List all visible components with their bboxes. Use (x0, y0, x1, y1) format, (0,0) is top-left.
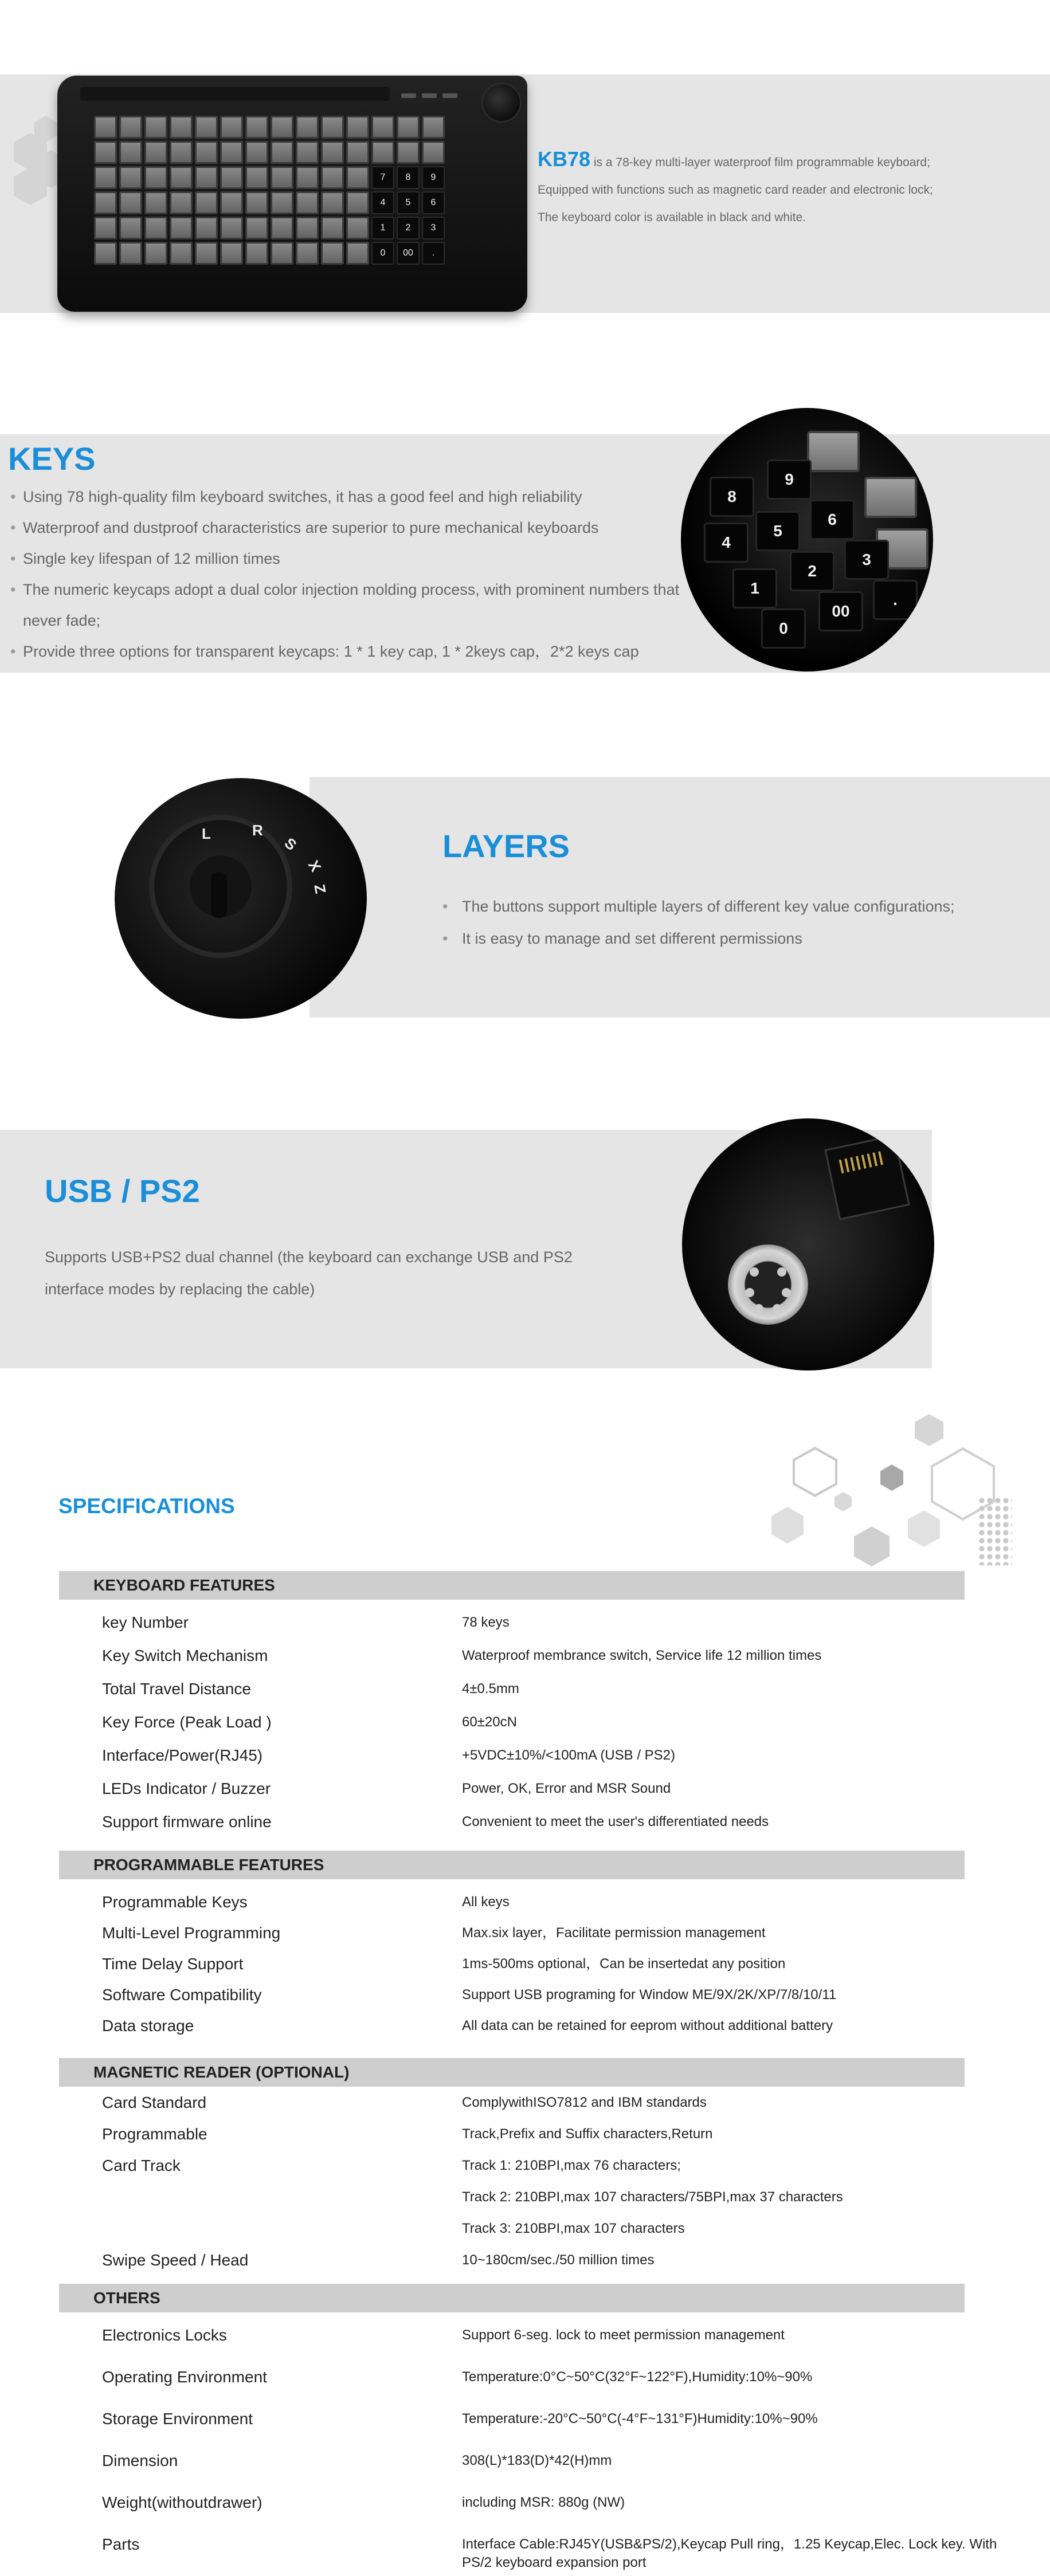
keycap (296, 141, 319, 164)
numeric-keycap: 7 (371, 166, 394, 189)
keycap (296, 217, 319, 239)
keycap (271, 217, 293, 239)
keycap (371, 141, 394, 164)
keycap (94, 217, 117, 239)
knob-letter: S (281, 834, 300, 854)
hero-line-2: Equipped with functions such as magnetic card reader and electronic lock; (538, 183, 933, 197)
spec-key: Data storage (102, 2017, 194, 2035)
keycap (119, 242, 142, 265)
layers-title: LAYERS (442, 828, 570, 864)
spec-key: Dimension (102, 2452, 178, 2469)
spec-key: Software Compatibility (102, 1986, 262, 2004)
keycap (195, 217, 218, 239)
spec-value: All data can be retained for eeprom without additional battery (462, 2018, 833, 2033)
spec-key: Interface/Power(RJ45) (102, 1746, 263, 1764)
keycap (220, 191, 243, 214)
hero-line-1: is a 78-key multi-layer waterproof film programmable keyboard; (590, 156, 930, 169)
key-lock-knob (481, 83, 522, 123)
spec-value: Waterproof membrance switch, Service life 12 million times (462, 1648, 822, 1663)
spec-value: Temperature:0°C~50°C(32°F~122°F),Humidity:10%~90% (462, 2369, 813, 2385)
numeric-keycap: 1 (732, 568, 777, 608)
knob-letter: R (252, 822, 263, 839)
numeric-keycap: 1 (371, 217, 394, 239)
keycap (119, 217, 142, 239)
keycap (170, 141, 193, 164)
grey-keycap (864, 477, 917, 518)
card-reader-slot (80, 87, 390, 101)
spec-key: Operating Environment (102, 2368, 267, 2386)
keycap (220, 116, 243, 139)
numeric-keycap: 3 (844, 540, 889, 580)
numeric-keycap: 8 (710, 477, 754, 517)
keys-feature-item: • Single key lifespan of 12 million times (10, 543, 692, 574)
layers-feature-item: • It is easy to manage and set different permissions (442, 922, 1044, 955)
keycap (296, 242, 319, 265)
spec-section-heading: KEYBOARD FEATURES (59, 1571, 965, 1600)
hexagon-decoration (771, 1507, 804, 1544)
keycap (346, 166, 369, 189)
lock-key-slot (211, 872, 227, 918)
keycap (220, 217, 243, 239)
keycap (119, 191, 142, 214)
numeric-keycap: 8 (397, 166, 420, 189)
keycap (321, 116, 344, 139)
keycap (245, 166, 268, 189)
spec-key: Programmable (102, 2125, 207, 2143)
spec-key: Support firmware online (102, 1813, 272, 1831)
keycap (144, 191, 167, 214)
spec-key: Key Force (Peak Load ) (102, 1713, 272, 1731)
spec-section-others (59, 2284, 965, 2312)
keycap (220, 242, 243, 265)
keys-feature-item: • Provide three options for transparent keycaps: 1 * 1 key cap, 1 * 2keys cap，2*2 keys cap (10, 636, 692, 667)
spec-value: 60±20cN (462, 1714, 517, 1730)
keys-feature-item: • Using 78 high-quality film keyboard switches, it has a good feel and high reliability (10, 481, 692, 512)
numeric-keycap: 2 (397, 217, 420, 239)
keycap (346, 191, 369, 214)
grey-keycap (807, 431, 860, 472)
spec-value: Track 1: 210BPI,max 76 characters; (462, 2158, 681, 2173)
lock-knob (149, 815, 292, 958)
keycap (195, 141, 218, 164)
numeric-keycap: 3 (422, 217, 445, 239)
spec-key: key Number (102, 1613, 189, 1631)
keys-feature-item: • Waterproof and dustproof characteristics are superior to pure mechanical keyboards (10, 512, 692, 543)
keycap (245, 217, 268, 239)
dot-pattern-decoration (978, 1497, 1012, 1565)
keycap (321, 141, 344, 164)
knob-letter: X (304, 857, 325, 875)
keycap (119, 166, 142, 189)
keycap (422, 116, 445, 139)
spec-section-programmable (59, 1851, 965, 1879)
keycap (195, 166, 218, 189)
keycap (144, 141, 167, 164)
spec-key: Multi-Level Programming (102, 1924, 281, 1942)
spec-value: 10~180cm/sec./50 million times (462, 2252, 655, 2268)
spec-key: Total Travel Distance (102, 1680, 251, 1698)
keycap (271, 166, 293, 189)
keycap (195, 242, 218, 265)
keycap-grid (94, 116, 445, 265)
keycap (170, 191, 193, 214)
spec-value: 308(L)*183(D)*42(H)mm (462, 2453, 612, 2468)
keycap (346, 141, 369, 164)
keycap (170, 242, 193, 265)
specifications-title: SPECIFICATIONS (58, 1494, 235, 1518)
spec-key: Card Track (102, 2157, 181, 2174)
keycap (144, 116, 167, 139)
keycap (220, 166, 243, 189)
keycap (170, 166, 193, 189)
spec-value: 78 keys (462, 1615, 510, 1630)
numeric-keycap: 9 (422, 166, 445, 189)
spec-key: Weight(withoutdrawer) (102, 2493, 262, 2511)
spec-value: Support USB programing for Window ME/9X/2K/XP/7/8/10/11 (462, 1987, 837, 2002)
numeric-keycap: 6 (810, 500, 855, 540)
spec-value: +5VDC±10%/<100mA (USB / PS2) (462, 1748, 676, 1763)
keycap (296, 191, 319, 214)
spec-section-magnetic-reader (59, 2058, 965, 2087)
spec-value: 1ms-500ms optional，Can be insertedat any position (462, 1956, 786, 1972)
spec-key: Programmable Keys (102, 1893, 248, 1911)
keycap (245, 191, 268, 214)
keycap (321, 242, 344, 265)
spec-section-heading: OTHERS (59, 2284, 965, 2312)
keycap (271, 191, 293, 214)
keycap (296, 166, 319, 189)
ps2-port (728, 1244, 808, 1325)
keycap (119, 116, 142, 139)
spec-value: 4±0.5mm (462, 1681, 519, 1697)
numeric-keycap: 4 (704, 523, 749, 563)
spec-section-heading: MAGNETIC READER (OPTIONAL) (59, 2058, 965, 2087)
keycap (397, 116, 420, 139)
spec-value: Convenient to meet the user's differentiated needs (462, 1814, 769, 1829)
spec-key: Card Standard (102, 2094, 207, 2111)
usb-white-area (932, 1130, 1050, 1368)
key-lock-closeup-image (115, 778, 367, 1019)
keycap (321, 191, 344, 214)
spec-value: Max.six layer，Facilitate permission management (462, 1925, 766, 1941)
keycap (144, 242, 167, 265)
spec-key: Parts (102, 2535, 140, 2553)
usb-description: Supports USB+PS2 dual channel (the keyboard can exchange USB and PS2 interface modes by replacing the cable) (45, 1248, 573, 1298)
keycap (296, 116, 319, 139)
port-closeup-image (682, 1118, 934, 1371)
keycap (271, 141, 293, 164)
keycap (144, 166, 167, 189)
knob-letter: Z (311, 882, 330, 895)
spec-key: Electronics Locks (102, 2326, 227, 2344)
keycap (195, 116, 218, 139)
keycap (321, 217, 344, 239)
keycap (195, 191, 218, 214)
spec-value: Interface Cable:RJ45Y(USB&PS/2),Keycap Pull ring，1.25 Keycap,Elec. Lock key. With PS/2 keyboard expansion port (462, 2536, 997, 2570)
spec-value: Support 6-seg. lock to meet permission management (462, 2327, 785, 2343)
keycap (346, 116, 369, 139)
numeric-keycap: 5 (755, 511, 800, 551)
keycap (397, 141, 420, 164)
hexagon-decoration (915, 1414, 943, 1446)
numeric-keycap: . (422, 242, 445, 265)
keys-feature-list (10, 481, 692, 667)
numeric-keycap: 6 (422, 191, 445, 214)
hero-description (538, 146, 1042, 231)
product-model: KB78 (538, 147, 591, 171)
spec-value: including MSR: 880g (NW) (462, 2495, 625, 2510)
spec-key: Key Switch Mechanism (102, 1647, 268, 1664)
keycap (245, 141, 268, 164)
keyboard-product-image (57, 76, 527, 312)
knob-letter: L (202, 825, 211, 842)
spec-key: Storage Environment (102, 2410, 253, 2428)
hexagon-decoration (834, 1492, 852, 1511)
led-indicators (401, 91, 470, 96)
keycap (94, 141, 117, 164)
keycap (245, 116, 268, 139)
usb-title: USB / PS2 (45, 1173, 200, 1209)
keycap (321, 166, 344, 189)
hexagon-decoration (880, 1464, 903, 1491)
hexagon-decoration (854, 1526, 890, 1566)
keycap (94, 116, 117, 139)
numeric-keycap: 5 (397, 191, 420, 214)
hexagon-decoration (908, 1510, 940, 1547)
spec-value: Temperature:-20°C~50°C(-4°F~131°F)Humidity:10%~90% (462, 2411, 818, 2426)
keycap (422, 141, 445, 164)
keycap (170, 116, 193, 139)
spec-value: Power, OK, Error and MSR Sound (462, 1781, 671, 1796)
numeric-keycap: 4 (371, 191, 394, 214)
spec-key: Swipe Speed / Head (102, 2251, 249, 2269)
hero-line-3: The keyboard color is available in black and white. (538, 211, 806, 224)
spec-key: Time Delay Support (102, 1955, 244, 1973)
keycap (144, 217, 167, 239)
keycap (94, 191, 117, 214)
numeric-keycap: 0 (371, 242, 394, 265)
keycap-closeup-image (681, 408, 933, 672)
keycap (119, 141, 142, 164)
spec-value: Track 3: 210BPI,max 107 characters (462, 2221, 685, 2236)
numeric-keycap: 0 (761, 608, 806, 649)
keys-feature-item: • The numeric keycaps adopt a dual color injection molding process, with prominent numbers that never fade; (10, 574, 692, 636)
rj45-port (824, 1134, 910, 1220)
spec-value: Track,Prefix and Suffix characters,Return (462, 2126, 713, 2142)
numeric-keycap: 00 (818, 591, 863, 631)
spec-value: Track 2: 210BPI,max 107 characters/75BPI,max 37 characters (462, 2189, 843, 2205)
keycap (245, 242, 268, 265)
keycap (271, 242, 293, 265)
keycap (220, 141, 243, 164)
spec-value: ComplywithISO7812 and IBM standards (462, 2095, 707, 2110)
layers-feature-list (442, 890, 1044, 955)
spec-value: All keys (462, 1894, 510, 1910)
keycap (346, 242, 369, 265)
numeric-keycap: 9 (767, 460, 812, 500)
spec-section-heading: PROGRAMMABLE FEATURES (59, 1851, 965, 1879)
numeric-keycap: 2 (790, 551, 834, 591)
numeric-keycap: 00 (397, 242, 420, 265)
keys-title: KEYS (8, 441, 96, 477)
spec-section-keyboard (59, 1571, 965, 1600)
layers-feature-item: • The buttons support multiple layers of different key value configurations; (442, 890, 1044, 922)
keycap (94, 166, 117, 189)
spec-key: LEDs Indicator / Buzzer (102, 1780, 271, 1797)
keycap (371, 116, 394, 139)
numeric-keycap: . (873, 580, 918, 620)
keycap (94, 242, 117, 265)
keycap (170, 217, 193, 239)
keycap (271, 116, 293, 139)
keycap (346, 217, 369, 239)
